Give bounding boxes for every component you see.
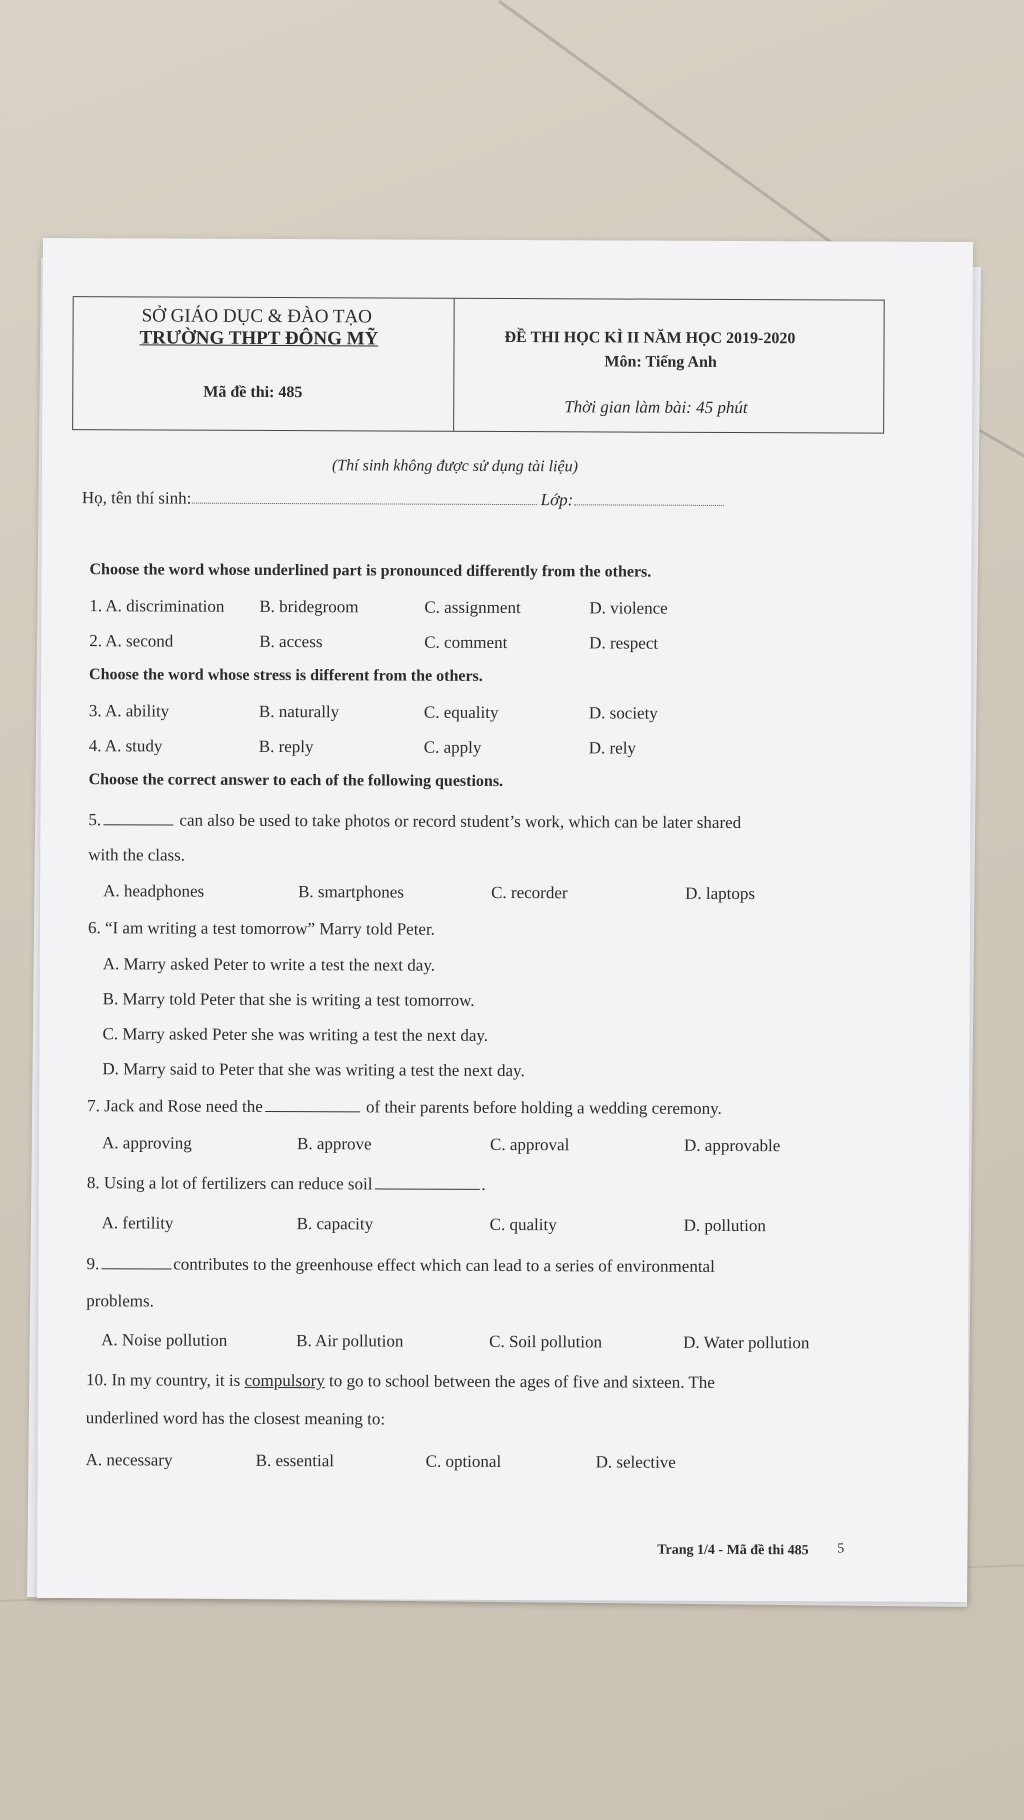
question-7-stem bbox=[87, 1096, 722, 1119]
corner-mark: 5 bbox=[837, 1541, 845, 1557]
answer-blank[interactable] bbox=[374, 1174, 479, 1189]
question-10-stem-cont: underlined word has the closest meaning to: bbox=[85, 1408, 386, 1429]
question-5-stem bbox=[88, 810, 741, 833]
question-6-option-d: D. Marry said to Peter that she was writing a test the next day. bbox=[102, 1059, 525, 1081]
header-right bbox=[454, 299, 884, 433]
answer-blank[interactable] bbox=[103, 810, 173, 825]
question-text: to go to school between the ages of five and sixteen. The bbox=[328, 1371, 715, 1392]
answer-blank[interactable] bbox=[101, 1254, 171, 1269]
option-b: B. bridegroom bbox=[259, 596, 359, 617]
name-label: Họ, tên thí sinh: bbox=[81, 488, 192, 508]
question-9-stem-cont: problems. bbox=[86, 1291, 154, 1311]
section-correct-answer: Choose the correct answer to each of the following questions. bbox=[88, 771, 504, 790]
option-c: C. comment bbox=[424, 632, 508, 653]
candidate-info-row bbox=[82, 488, 782, 511]
question-6-stem: 6. “I am writing a test tomorrow” Marry told Peter. bbox=[87, 918, 436, 939]
question-3 bbox=[89, 701, 889, 728]
question-7-options bbox=[102, 1133, 902, 1160]
exam-paper bbox=[37, 238, 973, 1602]
exam-title: ĐỀ THI HỌC KÌ II NĂM HỌC 2019-2020 bbox=[504, 328, 796, 348]
option-d: D. respect bbox=[589, 633, 659, 653]
option-c: C. assignment bbox=[424, 597, 521, 618]
question-1 bbox=[89, 596, 889, 623]
question-text: 10. In my country, it is bbox=[85, 1370, 241, 1390]
option-b: B. access bbox=[259, 631, 323, 652]
option-d: D. violence bbox=[589, 598, 668, 618]
question-2 bbox=[89, 631, 889, 658]
option-a: A. Noise pollution bbox=[101, 1330, 228, 1350]
header-box bbox=[72, 296, 885, 434]
question-text: 7. Jack and Rose need the bbox=[87, 1096, 263, 1116]
option-c: C. apply bbox=[423, 737, 482, 757]
header-left bbox=[73, 297, 455, 431]
option-b: B. approve bbox=[296, 1134, 372, 1154]
question-9-options bbox=[101, 1330, 901, 1357]
option-d: D. approvable bbox=[683, 1135, 781, 1156]
option-c: C. Soil pollution bbox=[489, 1331, 603, 1352]
option-a: 3. A. ability bbox=[88, 701, 170, 721]
exam-time: Thời gian làm bài: 45 phút bbox=[564, 397, 748, 418]
question-6-option-c: C. Marry asked Peter she was writing a test the next day. bbox=[102, 1024, 489, 1045]
question-10-stem bbox=[86, 1370, 715, 1393]
option-a: A. approving bbox=[101, 1133, 192, 1153]
option-c: C. equality bbox=[423, 702, 499, 722]
option-a: A. headphones bbox=[103, 881, 205, 901]
option-c: C. optional bbox=[425, 1451, 502, 1471]
question-4 bbox=[89, 736, 889, 763]
option-d: D. laptops bbox=[685, 883, 756, 904]
option-b: B. naturally bbox=[258, 701, 340, 722]
section-stress: Choose the word whose stress is different from the others. bbox=[89, 666, 483, 685]
question-10-options bbox=[86, 1450, 886, 1477]
underlined-word: compulsory bbox=[244, 1370, 325, 1391]
option-c: C. approval bbox=[489, 1134, 570, 1155]
option-d: D. society bbox=[588, 703, 658, 723]
section-pronunciation: Choose the word whose underlined part is pronounced differently from the others. bbox=[89, 561, 652, 581]
question-6-option-a: A. Marry asked Peter to write a test the next day. bbox=[102, 954, 436, 975]
exam-subject: Môn: Tiếng Anh bbox=[604, 353, 717, 371]
exam-note: (Thí sinh không được sử dụng tài liệu) bbox=[331, 457, 578, 476]
option-d: D. rely bbox=[588, 738, 637, 758]
class-field[interactable] bbox=[573, 492, 723, 506]
question-8-options bbox=[102, 1213, 902, 1240]
option-b: B. essential bbox=[255, 1450, 335, 1471]
option-a: A. necessary bbox=[85, 1450, 173, 1470]
question-number: 5. bbox=[88, 810, 102, 830]
question-text: contributes to the greenhouse effect which can lead to a series of environmental bbox=[173, 1254, 715, 1276]
school-name: TRƯỜNG THPT ĐÔNG MỸ bbox=[139, 327, 379, 350]
question-number: 9. bbox=[86, 1254, 100, 1274]
question-text: of their parents before holding a wedding ceremony. bbox=[366, 1097, 722, 1118]
name-field[interactable] bbox=[191, 491, 536, 506]
option-b: B. Air pollution bbox=[296, 1331, 404, 1351]
answer-blank[interactable] bbox=[265, 1097, 360, 1112]
option-d: D. selective bbox=[595, 1452, 676, 1472]
question-5-stem-cont: with the class. bbox=[88, 845, 186, 865]
question-text: can also be used to take photos or record student’s work, which can be later shared bbox=[179, 810, 742, 833]
class-label: Lớp: bbox=[540, 490, 574, 510]
option-a: 2. A. second bbox=[89, 631, 174, 651]
option-d: D. pollution bbox=[683, 1215, 766, 1236]
dept-name: SỞ GIÁO DỤC & ĐÀO TẠO bbox=[141, 305, 372, 328]
question-6-option-b: B. Marry told Peter that she is writing a test tomorrow. bbox=[102, 989, 475, 1010]
option-a: 1. A. discrimination bbox=[89, 596, 225, 616]
option-c: C. quality bbox=[489, 1214, 557, 1235]
option-b: B. smartphones bbox=[298, 882, 404, 902]
question-text: 8. Using a lot of fertilizers can reduce soil bbox=[86, 1173, 373, 1194]
question-5-options bbox=[103, 881, 903, 908]
option-b: B. capacity bbox=[296, 1214, 374, 1234]
option-a: A. fertility bbox=[101, 1213, 174, 1233]
option-d: D. Water pollution bbox=[683, 1332, 810, 1353]
question-8-stem: 8. Using a lot of fertilizers can reduce soil . bbox=[86, 1173, 486, 1194]
option-c: C. recorder bbox=[491, 882, 568, 903]
page-footer: Trang 1/4 - Mã đề thi 485 bbox=[657, 1542, 809, 1559]
exam-code: Mã đề thi: 485 bbox=[203, 383, 303, 402]
option-b: B. reply bbox=[258, 736, 314, 757]
question-9-stem bbox=[86, 1254, 714, 1277]
option-a: 4. A. study bbox=[88, 736, 163, 756]
